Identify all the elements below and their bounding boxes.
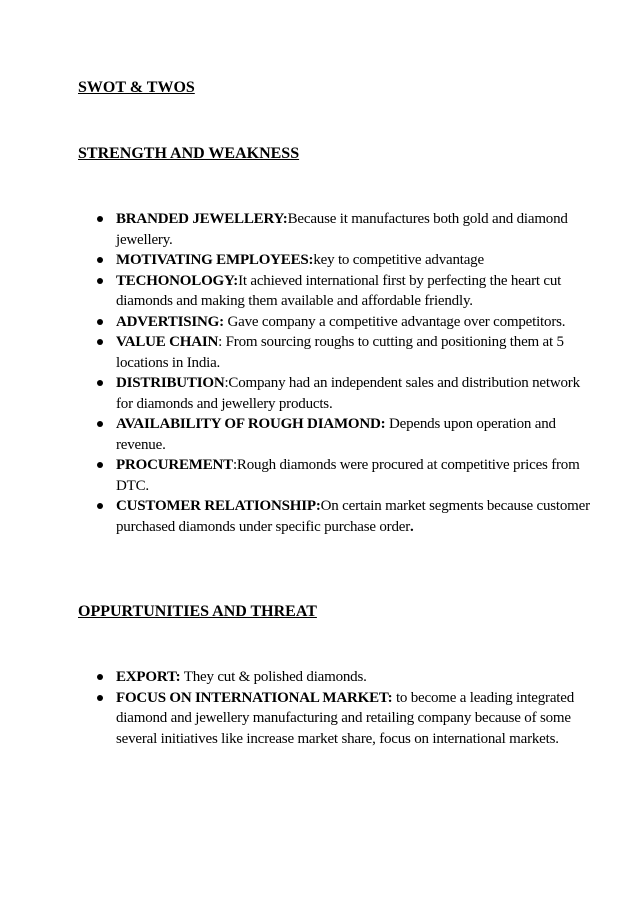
bullet-icon — [97, 257, 103, 263]
strength-weakness-list — [0, 209, 600, 537]
bullet-icon — [97, 674, 103, 680]
item-text: Depends upon operation and revenue. — [116, 416, 556, 453]
item-term: DISTRIBUTION — [116, 375, 225, 391]
bullet-icon — [97, 421, 103, 427]
bullet-icon — [97, 695, 103, 701]
item-text: They cut & polished diamonds. — [180, 669, 367, 685]
list-item — [0, 312, 600, 333]
item-term: MOTIVATING EMPLOYEES: — [116, 252, 314, 268]
list-item — [0, 688, 600, 750]
item-text: to become a leading integrated diamond and jewellery manufacturing and retailing company because of some several initiatives like increase market share, focus on international markets. — [116, 689, 575, 747]
item-term: EXPORT: — [116, 669, 181, 685]
item-term: TECHONOLOGY: — [116, 272, 239, 289]
list-item — [0, 271, 600, 312]
item-text: :Company had an independent sales and distribution network for diamonds and jewellery products. — [116, 375, 580, 412]
item-text: Gave company a competitive advantage over competitors. — [223, 313, 566, 330]
item-text: key to competitive advantage — [313, 252, 484, 268]
bullet-icon — [97, 319, 103, 325]
bullet-icon — [97, 503, 103, 509]
item-term: BRANDED JEWELLERY: — [116, 211, 288, 227]
list-item — [0, 414, 600, 455]
section-heading-strength-weakness: STRENGTH AND WEAKNESS — [78, 145, 300, 162]
list-item — [0, 250, 600, 271]
item-term: PROCUREMENT — [116, 457, 233, 473]
item-text: : From sourcing roughs to cutting and positioning them at 5 locations in India. — [116, 334, 564, 371]
item-text: On certain market segments because customer purchased diamonds under specific purchase order — [116, 498, 590, 535]
item-term: AVAILABILITY OF ROUGH DIAMOND: — [116, 416, 386, 432]
page-title: SWOT & TWOS — [78, 79, 195, 96]
item-text: It achieved international first by perfecting the heart cut diamonds and making them available and affordable friendly. — [116, 272, 562, 309]
item-end-period: . — [410, 518, 414, 535]
bullet-icon — [97, 278, 103, 284]
item-term: FOCUS ON INTERNATIONAL MARKET: — [116, 689, 393, 706]
list-item — [0, 496, 600, 537]
list-item — [0, 373, 600, 414]
list-item — [0, 209, 600, 250]
list-item — [0, 667, 600, 688]
item-text: Because it manufactures both gold and diamond jewellery. — [116, 211, 568, 248]
item-term: VALUE CHAIN — [116, 334, 219, 350]
bullet-icon — [97, 216, 103, 222]
bullet-icon — [97, 339, 103, 345]
list-item — [0, 455, 600, 496]
item-text: :Rough diamonds were procured at competitive prices from DTC. — [116, 457, 580, 494]
item-term: ADVERTISING: — [116, 313, 224, 330]
bullet-icon — [97, 380, 103, 386]
bullet-icon — [97, 462, 103, 468]
opportunities-threat-list — [0, 667, 600, 749]
list-item — [0, 332, 600, 373]
section-heading-opportunities-threat: OPPURTUNITIES AND THREAT — [78, 603, 317, 620]
item-term: CUSTOMER RELATIONSHIP: — [116, 498, 321, 514]
